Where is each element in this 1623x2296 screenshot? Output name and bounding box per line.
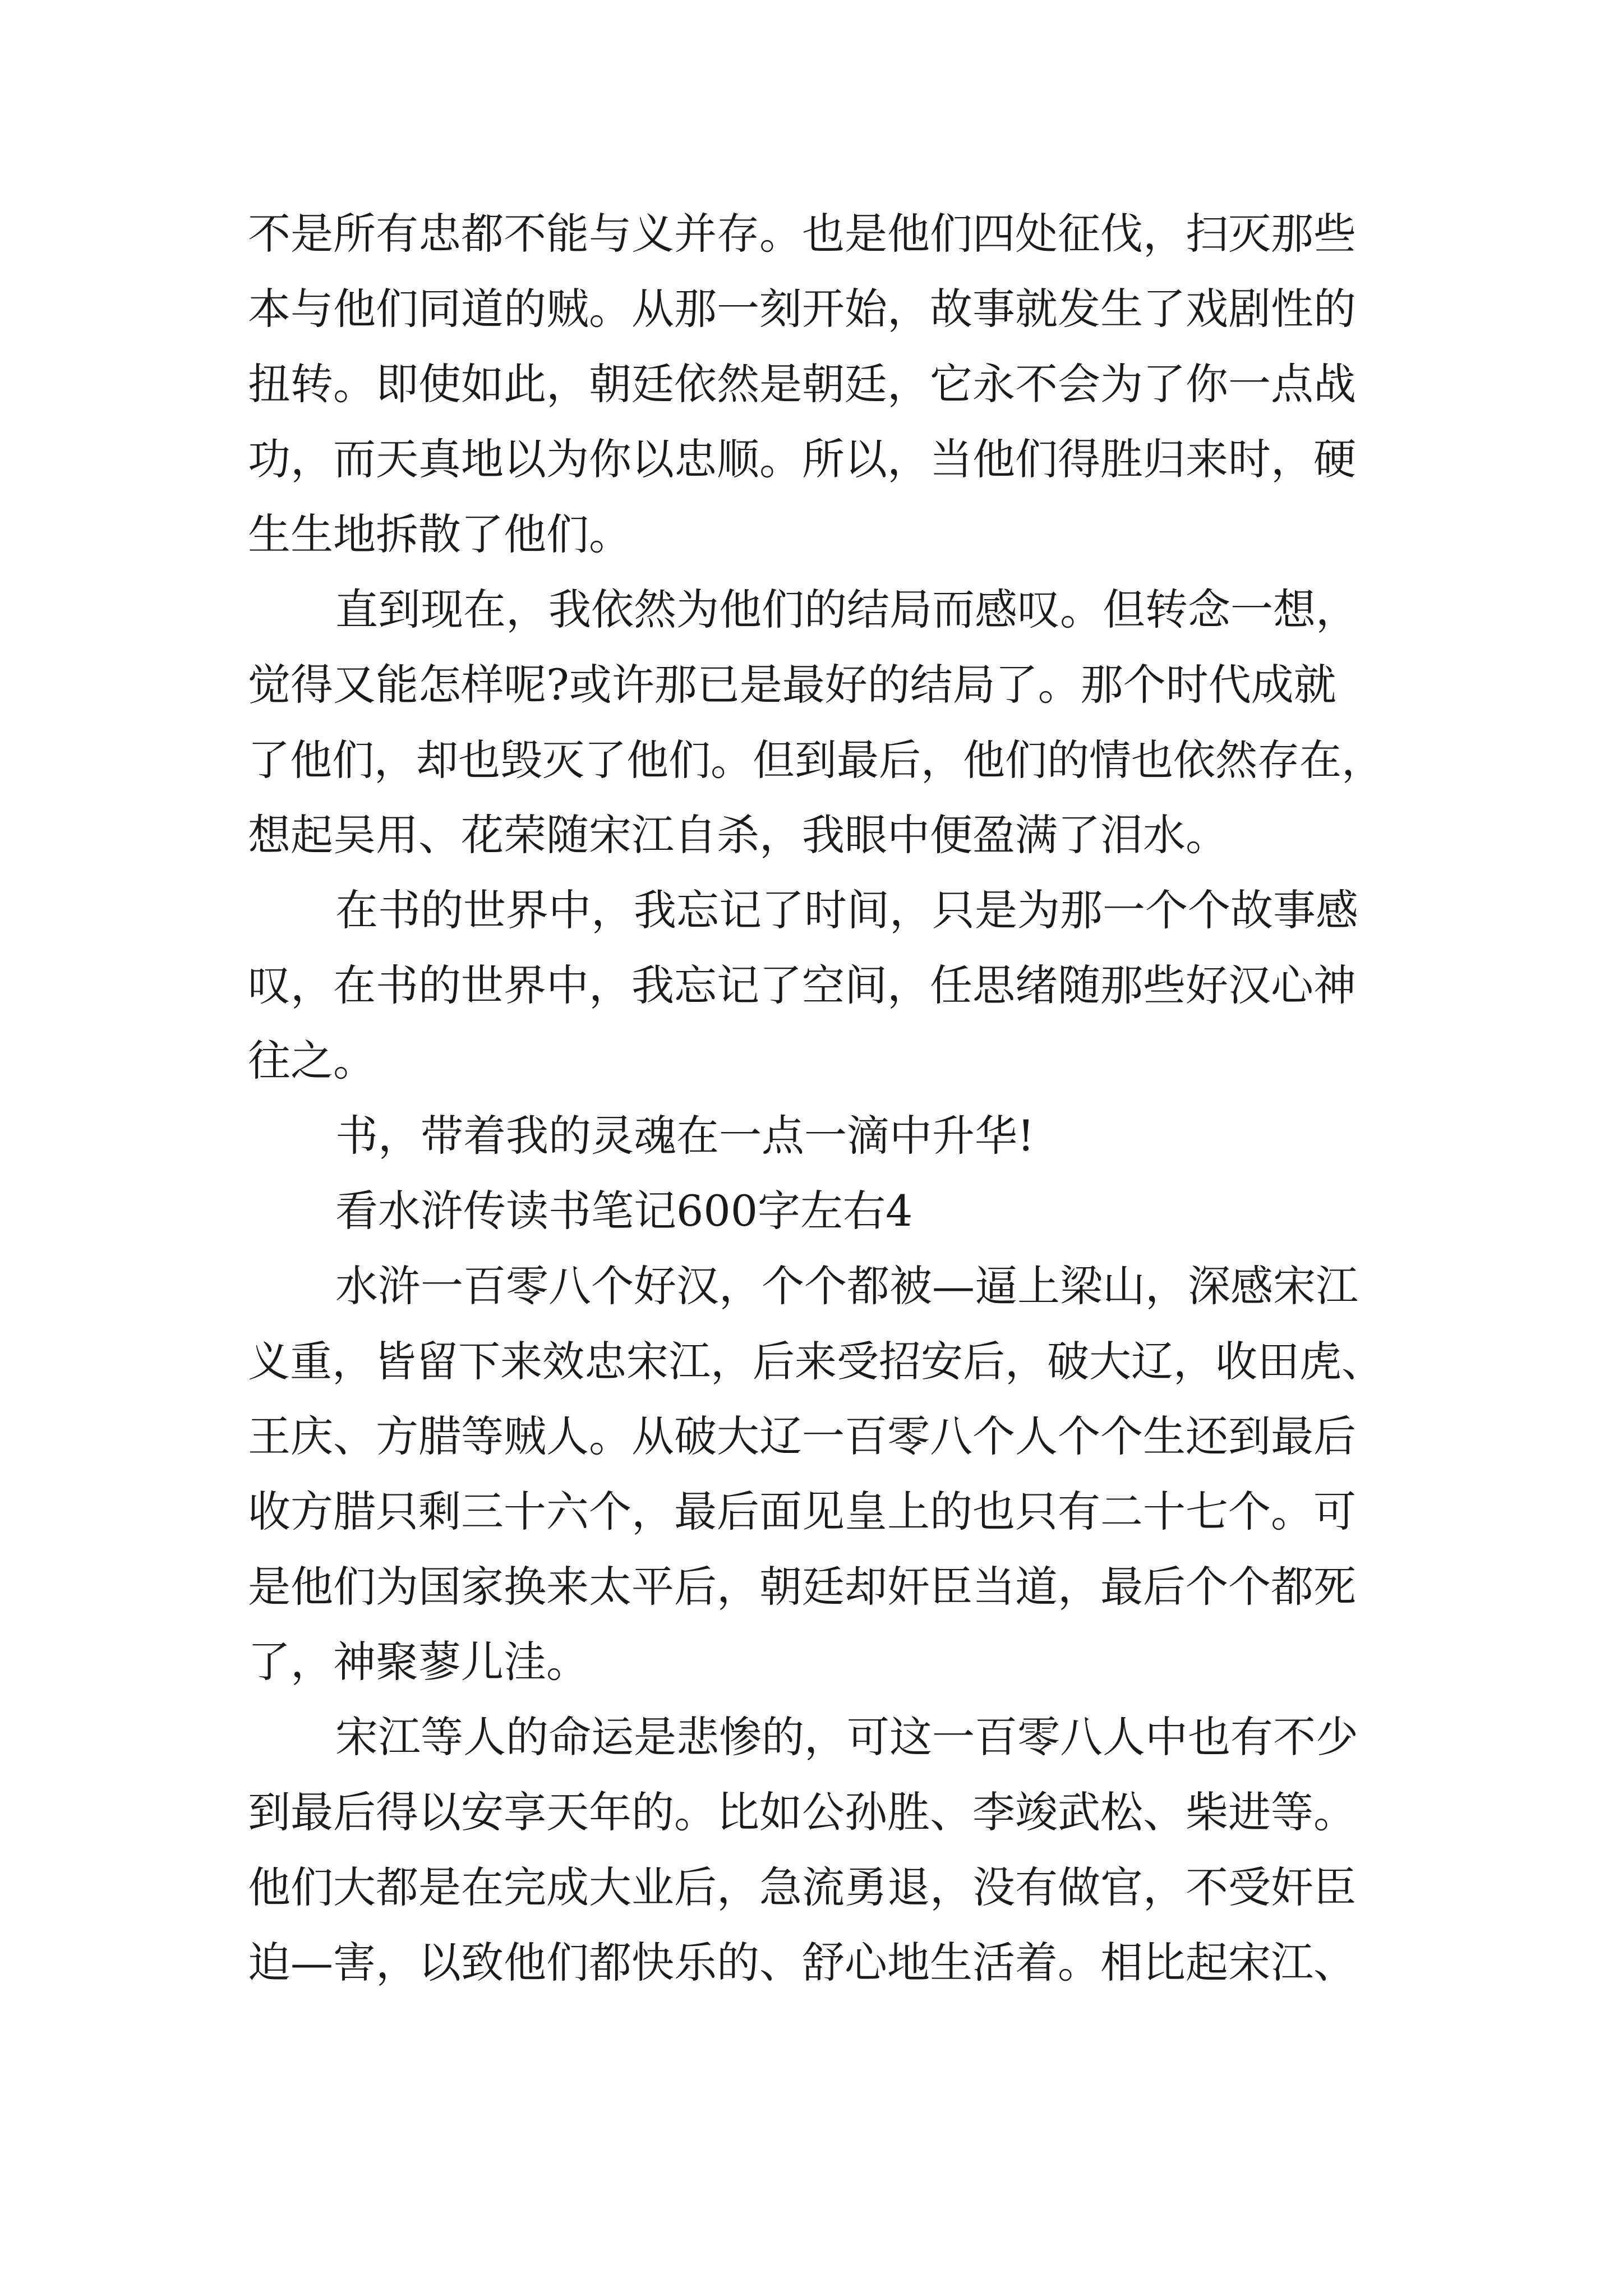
text-line: 功，而天真地以为你以忠顺。所以，当他们得胜归来时，硬 [248, 434, 1356, 484]
text-line: 迫—害，以致他们都快乐的、舒心地生活着。相比起宋江、 [248, 1938, 1356, 1987]
text-line: 了，神聚蓼儿洼。 [248, 1637, 589, 1687]
text-line: 在书的世界中，我忘记了时间，只是为那一个个故事感 [335, 885, 1358, 935]
text-line: 王庆、方腊等贼人。从破大辽一百零八个人个个生还到最后 [248, 1411, 1356, 1461]
text-line: 本与他们同道的贼。从那一刻开始，故事就发生了戏剧性的 [248, 284, 1356, 334]
text-line: 想起吴用、花荣随宋江自杀，我眼中便盈满了泪水。 [248, 810, 1228, 860]
text-line: 到最后得以安享天年的。比如公孙胜、李竣武松、柴进等。 [248, 1787, 1356, 1837]
text-line: 书，带着我的灵魂在一点一滴中升华! [335, 1111, 1035, 1161]
text-line: 了他们，却也毁灭了他们。但到最后，他们的情也依然存在， [248, 735, 1384, 785]
text-line: 水浒一百零八个好汉，个个都被—逼上梁山，深感宋江 [335, 1261, 1358, 1311]
text-line: 义重，皆留下来效忠宋江，后来受招安后，破大辽，收田虎、 [248, 1337, 1384, 1386]
section-heading: 看水浒传读书笔记600字左右4 [335, 1186, 913, 1236]
text-line: 直到现在，我依然为他们的结局而感叹。但转念一想， [335, 585, 1358, 634]
text-line: 不是所有忠都不能与义并存。也是他们四处征伐，扫灭那些 [248, 209, 1356, 259]
text-line: 叹，在书的世界中，我忘记了空间，任思绪随那些好汉心神 [248, 960, 1356, 1010]
text-line: 生生地拆散了他们。 [248, 509, 631, 559]
text-line: 他们大都是在完成大业后，急流勇退，没有做官，不受奸臣 [248, 1862, 1356, 1912]
text-line: 往之。 [248, 1036, 376, 1085]
text-line: 宋江等人的命运是悲惨的，可这一百零八人中也有不少 [335, 1712, 1358, 1762]
text-line: 扭转。即使如此，朝廷依然是朝廷，它永不会为了你一点战 [248, 359, 1356, 409]
text-line: 是他们为国家换来太平后，朝廷却奸臣当道，最后个个都死 [248, 1562, 1356, 1612]
text-line: 觉得又能怎样呢?或许那已是最好的结局了。那个时代成就 [248, 660, 1336, 710]
text-line: 收方腊只剩三十六个，最后面见皇上的也只有二十七个。可 [248, 1487, 1356, 1536]
